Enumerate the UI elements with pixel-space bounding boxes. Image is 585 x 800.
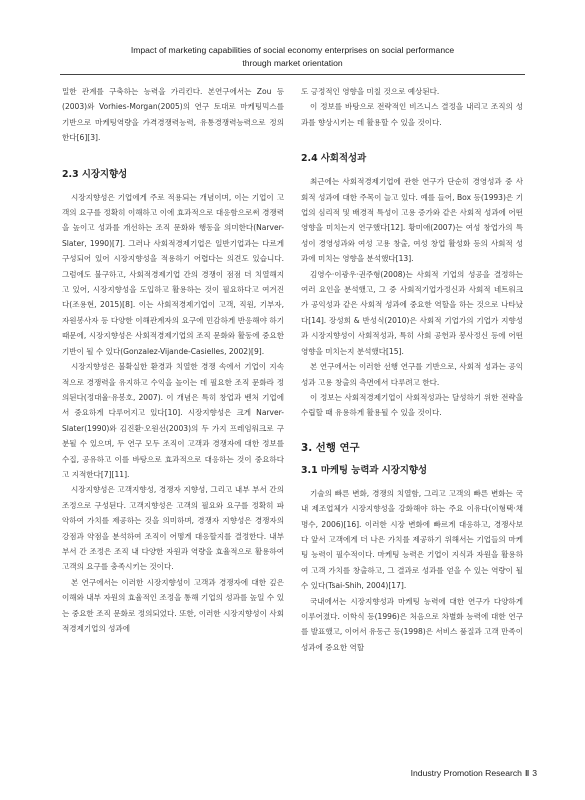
page-number: 3 [532,768,537,778]
page-footer [411,768,537,778]
running-header-line2: through market orientation [242,58,343,68]
section-heading-2-3: 2.3 시장지향성 [62,168,128,180]
paragraph: 기술의 빠른 변화, 경쟁의 치열함, 그리고 고객의 빠른 변화는 국내 제조업체가 시장지향성을 강화해야 하는 주요 이유다(이형택·채명수, 2006)[16]. 이러한 시장 변화에 빠르게 대응하고, 경쟁사보다 앞서 고객에게 더 나은 가치를 제공하기 위해서는 기업들의 마케팅 능력이 필수적이다. 마케팅 능력은 기업이 지식과 자원을 활용하여 고객 가치를 창출하고, 그 결과로 성과를 얻을 수 있는 역량이 될 수 있다(Tsai-Shih, 2004)[17]. [301,488,523,591]
running-header-line1: Impact of marketing capabilities of social economy enterprises on social performance [130,45,455,55]
header-divider [60,74,525,75]
section-heading-2-4: 2.4 사회적성과 [301,153,367,165]
paragraph: 시장지향성은 불확실한 환경과 치열한 경쟁 속에서 기업이 지속적으로 경쟁력을 유지하고 수익을 높이는 데 필요한 조직 문화라 정의된다(정대율·유봉호, 2007). 이 개념은 특히 창업과 벤처 기업에서 중요하게 다루어지고 있다[10]. 시장지향성은 크게 Narver-Slater(1990)와 김진환·오원선(2003)의 두 가지 프레임워크로 구분될 수 있으며, 두 연구 모두 조직이 고객과 경쟁자에 대한 정보를 수집, 공유하고 이를 바탕으로 효과적으로 대응하는 것이 중요하다고 지적한다[7][11]. [62,362,284,479]
paragraph: 이 정보는 사회적경제기업이 사회적성과는 달성하기 위한 전략을 수립할 때 유용하게 활용될 수 있을 것이다. [301,392,523,418]
footer-separator: ‖ [524,768,530,778]
paragraph: 본 연구에서는 이러한 선행 연구를 기반으로, 사회적 성과는 공익성과 고용 창출의 측면에서 다루려고 한다. [301,362,523,387]
paragraph: 시장지향성은 기업에게 주로 적용되는 개념이며, 이는 기업이 고객의 요구를 정확히 이해하고 이에 효과적으로 대응함으로써 경쟁력을 높이고 성과를 개선하는 조직 문화와 행동을 의미한다(Narver-Slater, 1990)[7]. 그러나 사회적경제기업은 일반기업과는 다르게 구성되어 있어 시장지향성을 적용하기 어렵다는 의견도 있습니다. 그럼에도 불구하고, 사회적경제기업 간의 경쟁이 점점 더 치열해지고 있어, 시장지향성을 도입하고 활용하는 것이 필요하다고 여겨진다(조용현, 2015)[8]. 이는 사회적경제기업이 고객, 직원, 기부자, 자원봉사자 등 다양한 이해관계자의 요구에 민감하게 반응해야 하기 때문에, 시장지향성은 사회적경제기업의 조직 문화와 활동에 중요한 기반이 될 수 있다(Gonzalez-Vijande-Casielles, 2002)[9]. [62,192,284,356]
paragraph: 최근에는 사회적경제기업에 관한 연구가 단순히 경영성과 중 사회적 성과에 대한 주목이 늘고 있다. 예를 들어, Box 등(1993)은 기업의 심리적 및 배경적 특성이 고용 증가와 같은 사회적 성과에 어떤 영향을 미치는지 연구했다[12]. 황미애(2007)는 여성 창업가의 특성이 경영성과와 여성 고용 창출, 여성 창업 활성화 등의 사회적 성과에 미치는 영향을 분석했다[13]. [301,177,523,264]
journal-name: Industry Promotion Research [410,768,522,778]
paragraph: 이 정보를 바탕으로 전략적인 비즈니스 결정을 내리고 조직의 성과를 향상시키는 데 활용할 수 있을 것이다. [301,102,523,127]
paragraph: 도 긍정적인 영향을 미칠 것으로 예상된다. [301,87,440,96]
paragraph: 밀한 관계를 구축하는 능력을 가리킨다. 본연구에서는 Zou 등(2003)와 Vorhies-Morgan(2005)의 연구 토대로 마케팅믹스를 기반으로 마케팅역량을 가격경쟁력능력, 유통경쟁력능력으로 정의한다[6][3]. [62,87,284,143]
paragraph: 김영수·이광우·권주형(2008)는 사회적 기업의 성공을 결정하는 여러 요인을 분석했고, 그 중 사회적기업가정신과 사회적 네트워크가 공익성과 같은 사회적 성과에 중요한 역할을 하는 것으로 나타났다[14]. 장성희 & 반성식(2010)은 사회적 기업가의 기업가 지향성과 시장지향성이 사회적성과, 특히 사회 공헌과 봉사정신 등에 어떤 영향을 미치는지 분석했다[15]. [301,269,523,356]
left-column [62,84,284,636]
section-heading-3: 3. 선행 연구 [301,441,360,454]
section-heading-3-1: 3.1 마케팅 능력과 시장지향성 [301,464,428,476]
running-header [60,44,525,70]
paragraph: 본 연구에서는 이러한 시장지향성이 고객과 경쟁자에 대한 깊은 이해와 내부 자원의 효율적인 조정을 통해 기업의 성과를 높일 수 있는 중요한 조직 문화로 정의되었다. 또한, 이러한 시장지향성이 사회적경제기업의 성과에 [62,577,284,633]
paragraph: 시장지향성은 고객지향성, 경쟁자 지향성, 그리고 내부 부서 간의 조정으로 구성된다. 고객지향성은 고객의 필요와 요구를 정확히 파악하여 가치를 제공하는 것을 의미하며, 경쟁자 지향성은 경쟁자의 강점과 약점을 분석하여 조직이 어떻게 대응할지를 결정한다. 내부 부서 간 조정은 조직 내 다양한 자원과 역량을 효율적으로 활용하여 고객의 요구를 충족시키는 것이다. [62,485,284,572]
paragraph: 국내에서는 시장지향성과 마케팅 능력에 대한 연구가 다양하게 이루어졌다. 이학식 등(1996)은 처음으로 차별화 능력에 대한 연구를 발표했고, 이어서 유동근 등(1998)은 서비스 품질과 고객 만족이 성과에 중요한 역할 [301,596,523,652]
right-column [301,84,523,655]
